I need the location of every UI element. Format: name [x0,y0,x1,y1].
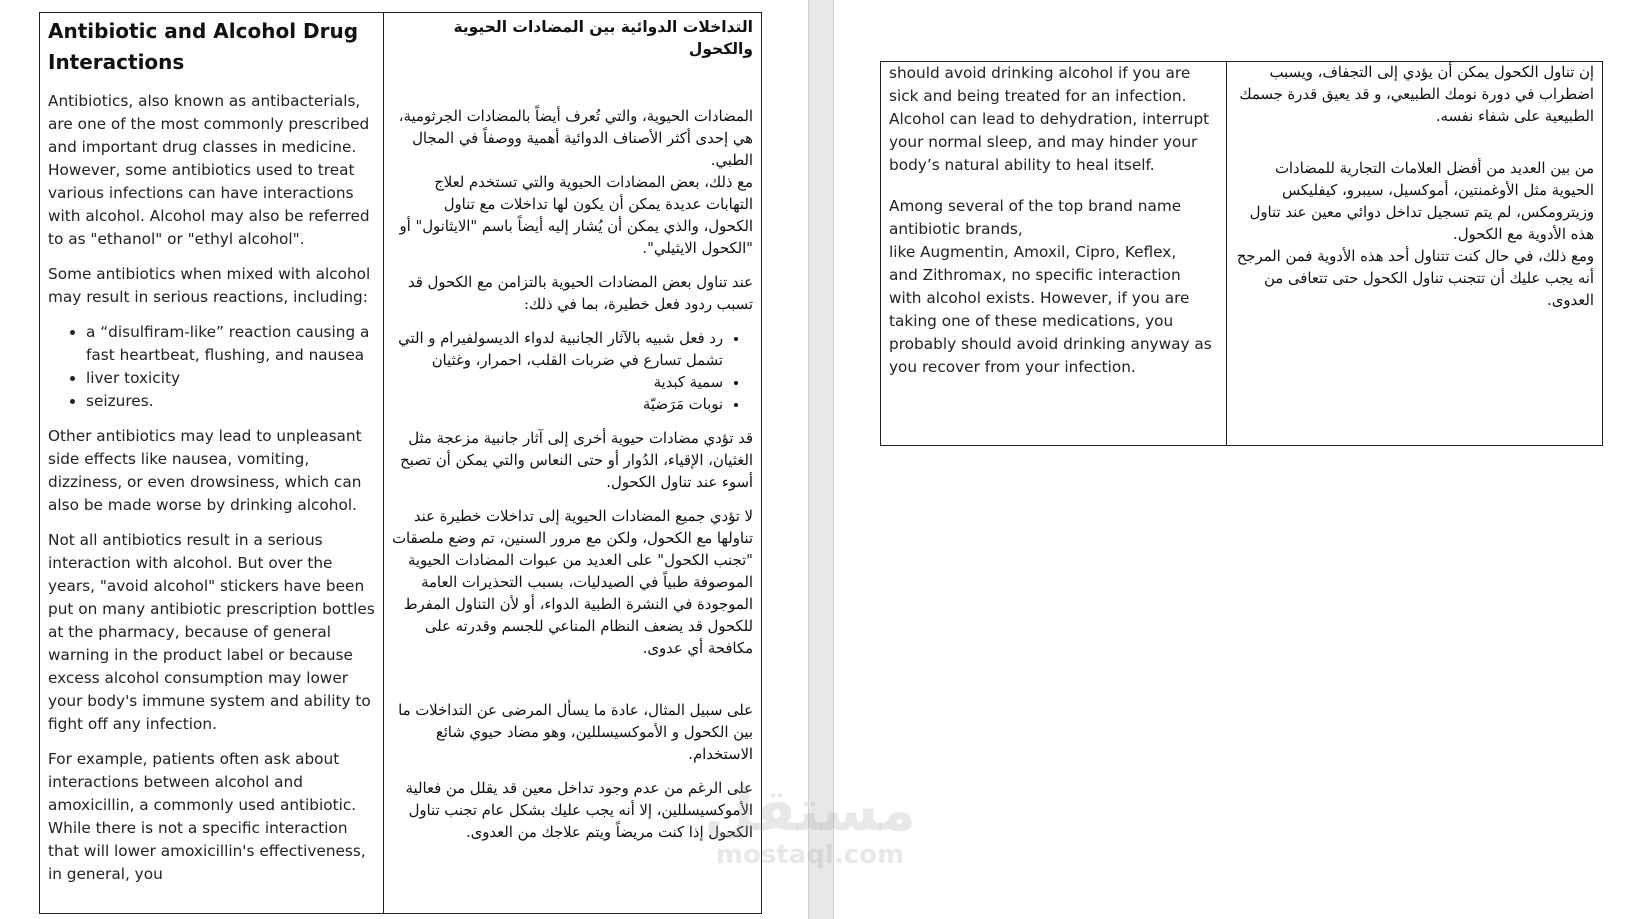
document-page-left [0,0,808,919]
arabic-paragraph: المضادات الحيوية، والتي تُعرف أيضاً بالمضادات الجرثومية، هي إحدى أكثر الأصناف الدوائية أهمية ووصفاً في المجال الطبي. [398,108,753,169]
document-page-right [834,0,1634,919]
english-paragraph [889,195,1218,379]
arabic-paragraph: على سبيل المثال، عادة ما يسأل المرضى عن التداخلات ما بين الكحول و الأموكسيسللين، وهو مضاد حيوي شائع الاستخدام. [398,702,753,763]
bilingual-table-left [39,12,762,914]
english-title: Antibiotic and Alcohol Drug Interactions [48,19,359,74]
arabic-paragraph: من بين العديد من أفضل العلامات التجارية للمضادات الحيوية مثل الأوغمنتين، أموكسيل، سيبرو، كيفليكس وزيترومكس، لم يتم تسجيل تداخل دوائي معين عند تناول هذه الأدوية مع الكحول. [1249,160,1594,243]
english-line: Among several of the top brand name antibiotic brands, [889,197,1182,238]
arabic-paragraph: على الرغم من عدم وجود تداخل معين قد يقلل من فعالية الأموكسيسللين، إلا أنه يجب عليك بشكل عام تجنب تناول الكحول إذا كنت مريضاً ويتم علاجك من العدوى. [405,780,753,841]
english-bullet-item: • seizures. [86,390,375,413]
english-column [881,62,1227,446]
arabic-column [384,13,762,914]
english-paragraph: Not all antibiotics result in a serious interaction with alcohol. But over the years, "avoid alcohol" stickers have been put on many antibiotic prescription bottles at the pharmacy, because of general warning in the product label or because excess alcohol consumption may lower your body's immune system and ability to fight off any infection. [48,531,375,733]
arabic-bullet-list [392,328,753,416]
arabic-title: التداخلات الدوائية بين المضادات الحيوية والكحول [453,18,753,58]
bilingual-table-right [880,61,1603,446]
english-paragraph: should avoid drinking alcohol if you are sick and being treated for an infection. Alcohol can lead to dehydration, interrupt your normal sleep, and may hinder your body’s natural ability to heal itself. [889,64,1210,174]
english-paragraph: Some antibiotics when mixed with alcohol may result in serious reactions, including: [48,265,371,306]
english-column [40,13,384,914]
arabic-bullet-item: • نوبات مَرَضيّة [392,394,723,416]
arabic-bullet-item: • رد فعل شبيه بالآثار الجانبية لدواء الديسولفيرام و التي تشمل تسارع في ضربات القلب، احمرار، وغثيان [392,328,723,372]
page-gutter [808,0,834,919]
english-bullet-item: • liver toxicity [86,367,375,390]
english-line: like Augmentin, Amoxil, Cipro, Keflex, [889,243,1177,261]
english-bullet-list [48,321,375,413]
english-line: and Zithromax, no specific interaction with alcohol exists. However, if you are taking one of these medications, you probably should avoid drinking anyway as you recover from your infection. [889,266,1212,376]
arabic-paragraph: ومع ذلك، في حال كنت تتناول أحد هذه الأدوية فمن المرجح أنه يجب عليك أن تتجنب تناول الكحول حتى تتعافى من العدوى. [1236,248,1594,309]
watermark-arabic: مستقل [703,776,917,844]
arabic-column [1227,62,1603,446]
english-bullet-item: • a “disulfiram-like” reaction causing a fast heartbeat, flushing, and nausea [86,321,375,367]
arabic-paragraph: مع ذلك، بعض المضادات الحيوية والتي تستخدم لعلاج التهابات عديدة يمكن أن يكون لها تداخلات مع تناول الكحول، والذي يمكن أن يُشار إليه أيضاً باسم "الايثانول" أو "الكحول الايثيلي". [399,174,753,257]
arabic-bullet-item: • سمية كبدية [392,372,723,394]
arabic-paragraph: إن تناول الكحول يمكن أن يؤدي إلى التجفاف، ويسبب اضطراب في دورة نومك الطبيعي، و قد يعيق قدرة جسمك الطبيعية على شفاء نفسه. [1239,64,1594,125]
arabic-paragraph: لا تؤدي جميع المضادات الحيوية إلى تداخلات خطيرة عند تناولها مع الكحول، ولكن مع مرور السنين، تم وضع ملصقات "تجنب الكحول" على العديد من عبوات المضادات الحيوية الموصوفة طبياً في الصيدليات، بسبب التحذيرات العامة الموجودة في النشرة الطبية الدواء، أو لأن التناول المفرط للكحول قد يضعف النظام المناعي للجسم وقدرته على مكافحة أي عدوى. [392,508,753,657]
arabic-paragraph: عند تناول بعض المضادات الحيوية بالتزامن مع الكحول قد تسبب ردود فعل خطيرة، بما في ذلك: [408,274,753,313]
arabic-paragraph: قد تؤدي مضادات حيوية أخرى إلى آثار جانبية مزعجة مثل الغثيان، الإقياء، الدُوار أو حتى النعاس والتي يمكن أن تصبح أسوء عند تناول الكحول. [400,430,753,491]
english-paragraph: Other antibiotics may lead to unpleasant side effects like nausea, vomiting, dizziness, or even drowsiness, which can also be made worse by drinking alcohol. [48,427,362,514]
english-paragraph: For example, patients often ask about interactions between alcohol and amoxicillin, a commonly used antibiotic. While there is not a specific interaction that will lower amoxicillin's effectiveness, in general, you [48,750,366,883]
watermark-latin: mostaql.com [715,840,905,870]
english-paragraph: Antibiotics, also known as antibacterials, are one of the most commonly prescribed and important drug classes in medicine. However, some antibiotics used to treat various infections can have interactions with alcohol. Alcohol may also be referred to as "ethanol" or "ethyl alcohol". [48,92,370,248]
